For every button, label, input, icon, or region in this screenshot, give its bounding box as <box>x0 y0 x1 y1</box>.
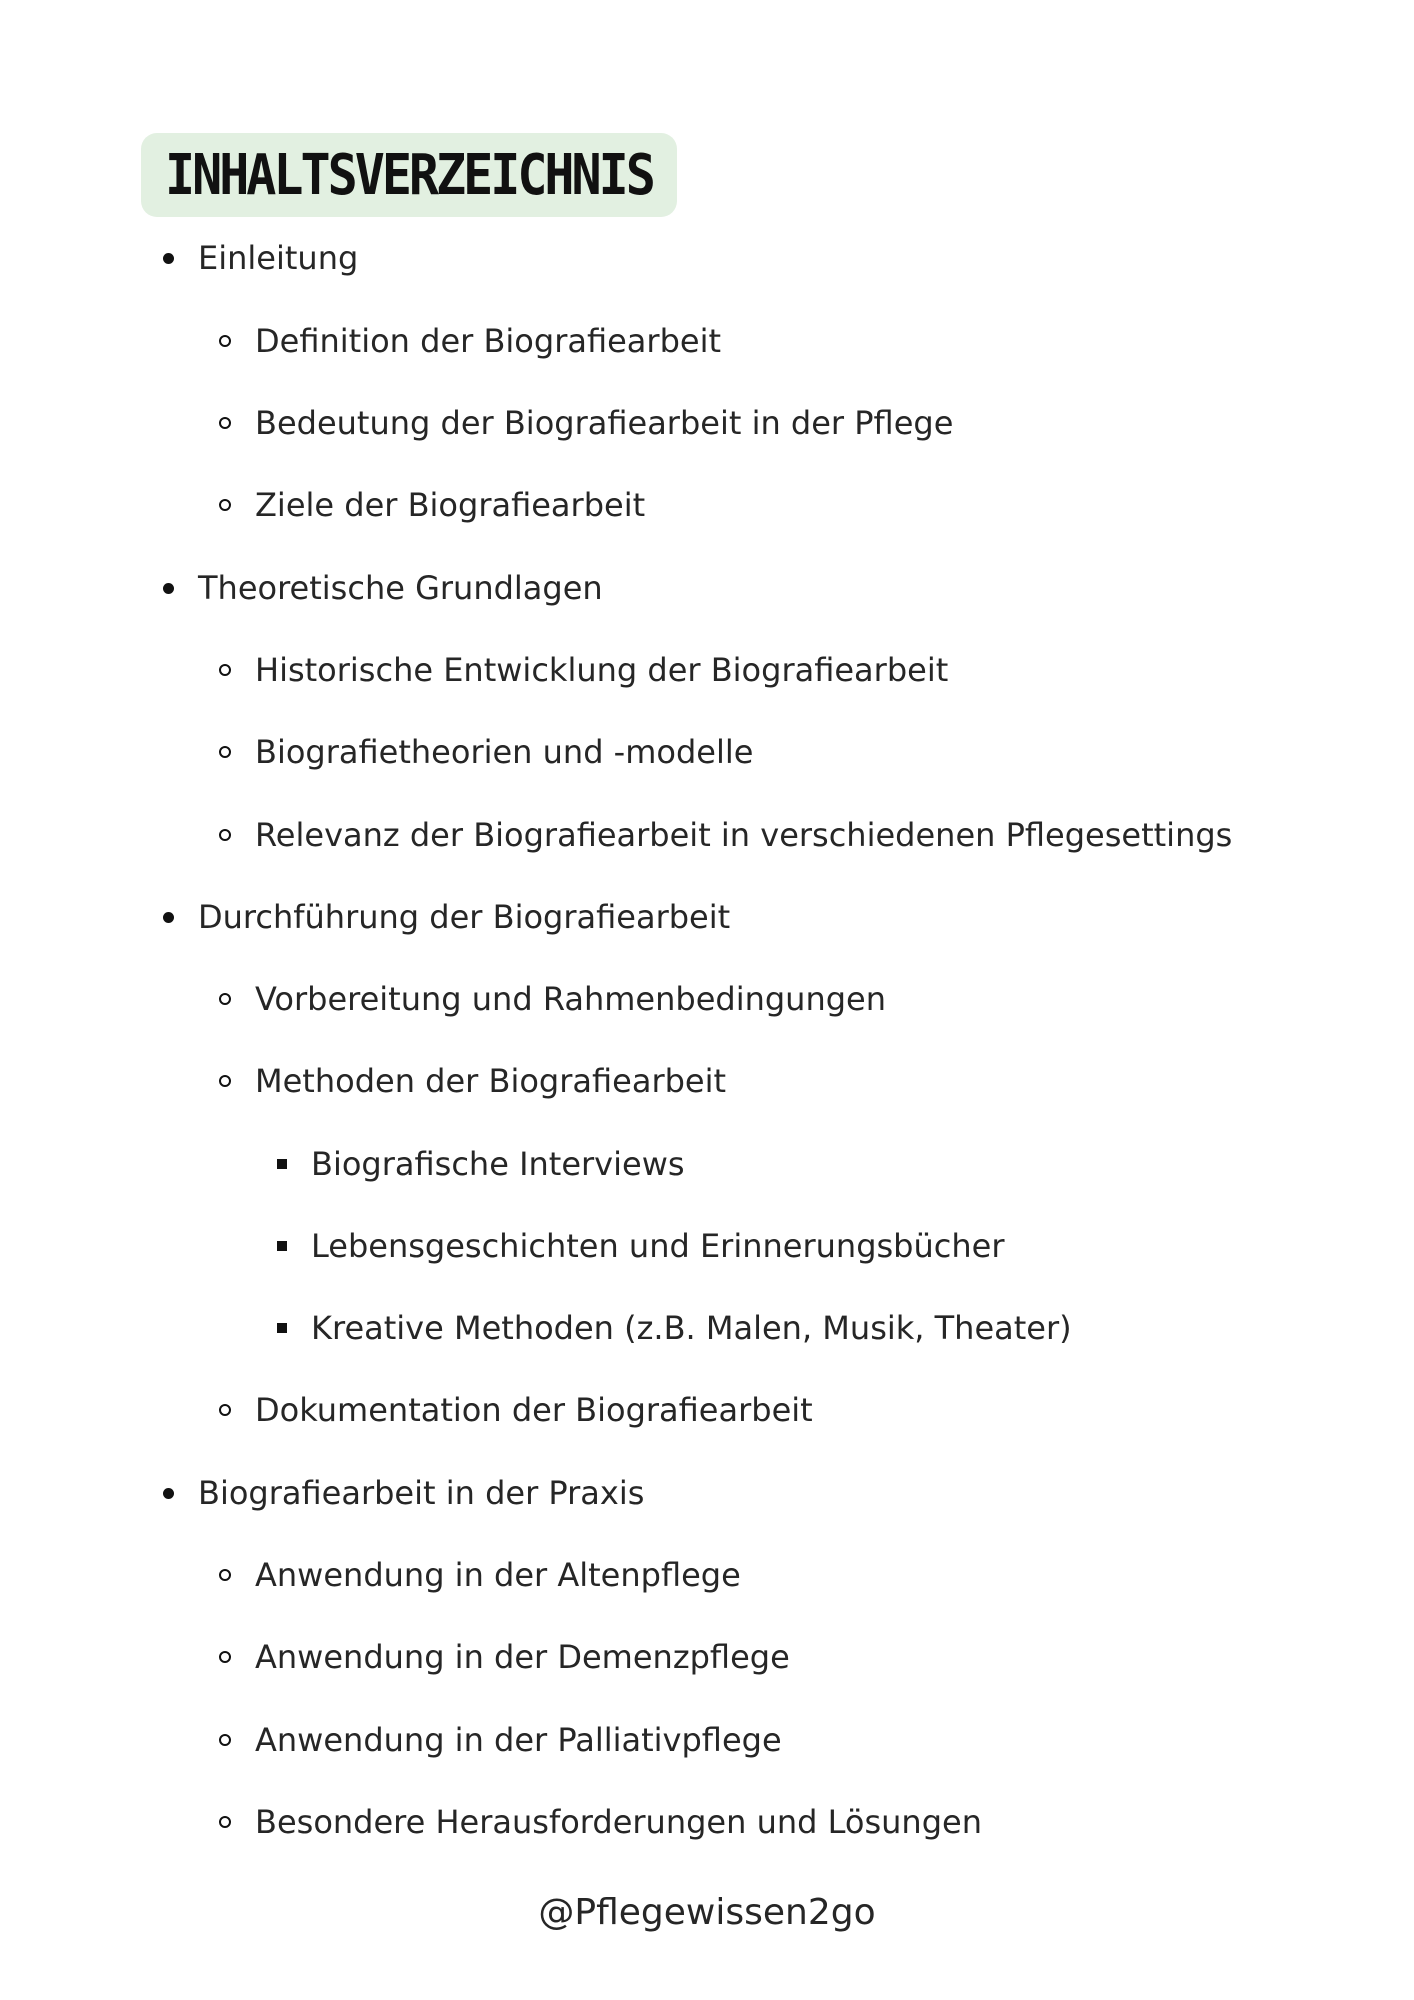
circle-bullet-icon <box>219 1816 231 1828</box>
toc-subitem-ziele <box>219 475 645 535</box>
toc-item-label: Theoretische Grundlagen <box>198 569 603 607</box>
toc-subitem-vorbereitung <box>219 969 886 1029</box>
toc-subitem-methoden <box>219 1051 726 1111</box>
toc-item-label: Bedeutung der Biografiearbeit in der Pflege <box>255 404 954 442</box>
toc-item-label: Einleitung <box>198 239 359 277</box>
circle-bullet-icon <box>219 335 231 347</box>
circle-bullet-icon <box>219 1075 231 1087</box>
toc-item-theoretische-grundlagen <box>163 558 603 618</box>
toc-item-label: Biografiearbeit in der Praxis <box>198 1474 645 1512</box>
toc-item-label: Dokumentation der Biografiearbeit <box>255 1391 813 1429</box>
toc-subitem-bedeutung <box>219 393 953 453</box>
toc-item-label: Anwendung in der Demenzpflege <box>255 1638 790 1676</box>
circle-bullet-icon <box>219 1569 231 1581</box>
toc-item-label: Biografische Interviews <box>311 1145 685 1183</box>
disc-bullet-icon <box>163 912 174 923</box>
toc-item-label: Historische Entwicklung der Biografiearbeit <box>255 651 949 689</box>
toc-subsubitem-kreative-methoden <box>277 1298 1072 1358</box>
footer-handle: @Pflegewissen2go <box>538 1892 876 1933</box>
disc-bullet-icon <box>163 583 174 594</box>
square-bullet-icon <box>277 1323 287 1333</box>
toc-item-label: Definition der Biografiearbeit <box>255 322 721 360</box>
toc-subitem-demenzpflege <box>219 1627 790 1687</box>
circle-bullet-icon <box>219 1651 231 1663</box>
toc-subitem-biografietheorien <box>219 722 753 782</box>
toc-subsubitem-interviews <box>277 1134 685 1194</box>
toc-item-label: Relevanz der Biografiearbeit in verschiedenen Pflegesettings <box>255 816 1233 854</box>
toc-subitem-dokumentation <box>219 1380 813 1440</box>
circle-bullet-icon <box>219 829 231 841</box>
toc-subitem-historische-entwicklung <box>219 640 948 700</box>
disc-bullet-icon <box>163 253 174 264</box>
toc-item-label: Besondere Herausforderungen und Lösungen <box>255 1803 982 1841</box>
circle-bullet-icon <box>219 993 231 1005</box>
toc-item-durchfuehrung <box>163 887 730 947</box>
toc-item-label: Anwendung in der Palliativpflege <box>255 1721 782 1759</box>
toc-item-label: Anwendung in der Altenpflege <box>255 1556 741 1594</box>
toc-item-label: Kreative Methoden (z.B. Malen, Musik, Theater) <box>311 1309 1072 1347</box>
toc-subitem-herausforderungen <box>219 1792 982 1852</box>
circle-bullet-icon <box>219 746 231 758</box>
circle-bullet-icon <box>219 499 231 511</box>
toc-item-label: Biografietheorien und -modelle <box>255 733 754 771</box>
circle-bullet-icon <box>219 1734 231 1746</box>
circle-bullet-icon <box>219 664 231 676</box>
circle-bullet-icon <box>219 417 231 429</box>
toc-subitem-palliativpflege <box>219 1710 782 1770</box>
square-bullet-icon <box>277 1241 287 1251</box>
circle-bullet-icon <box>219 1404 231 1416</box>
toc-subsubitem-lebensgeschichten <box>277 1216 1004 1276</box>
toc-subitem-altenpflege <box>219 1545 741 1605</box>
toc-item-label: Ziele der Biografiearbeit <box>255 486 646 524</box>
page-title: INHALTSVERZEICHNIS <box>165 142 653 208</box>
disc-bullet-icon <box>163 1488 174 1499</box>
toc-item-einleitung <box>163 228 358 288</box>
toc-item-label: Durchführung der Biografiearbeit <box>198 898 731 936</box>
toc-item-label: Vorbereitung und Rahmenbedingungen <box>255 980 887 1018</box>
toc-item-praxis <box>163 1463 644 1523</box>
toc-item-label: Methoden der Biografiearbeit <box>255 1062 727 1100</box>
square-bullet-icon <box>277 1159 287 1169</box>
toc-item-label: Lebensgeschichten und Erinnerungsbücher <box>311 1227 1005 1265</box>
toc-subitem-relevanz <box>219 805 1232 865</box>
toc-subitem-definition <box>219 311 721 371</box>
